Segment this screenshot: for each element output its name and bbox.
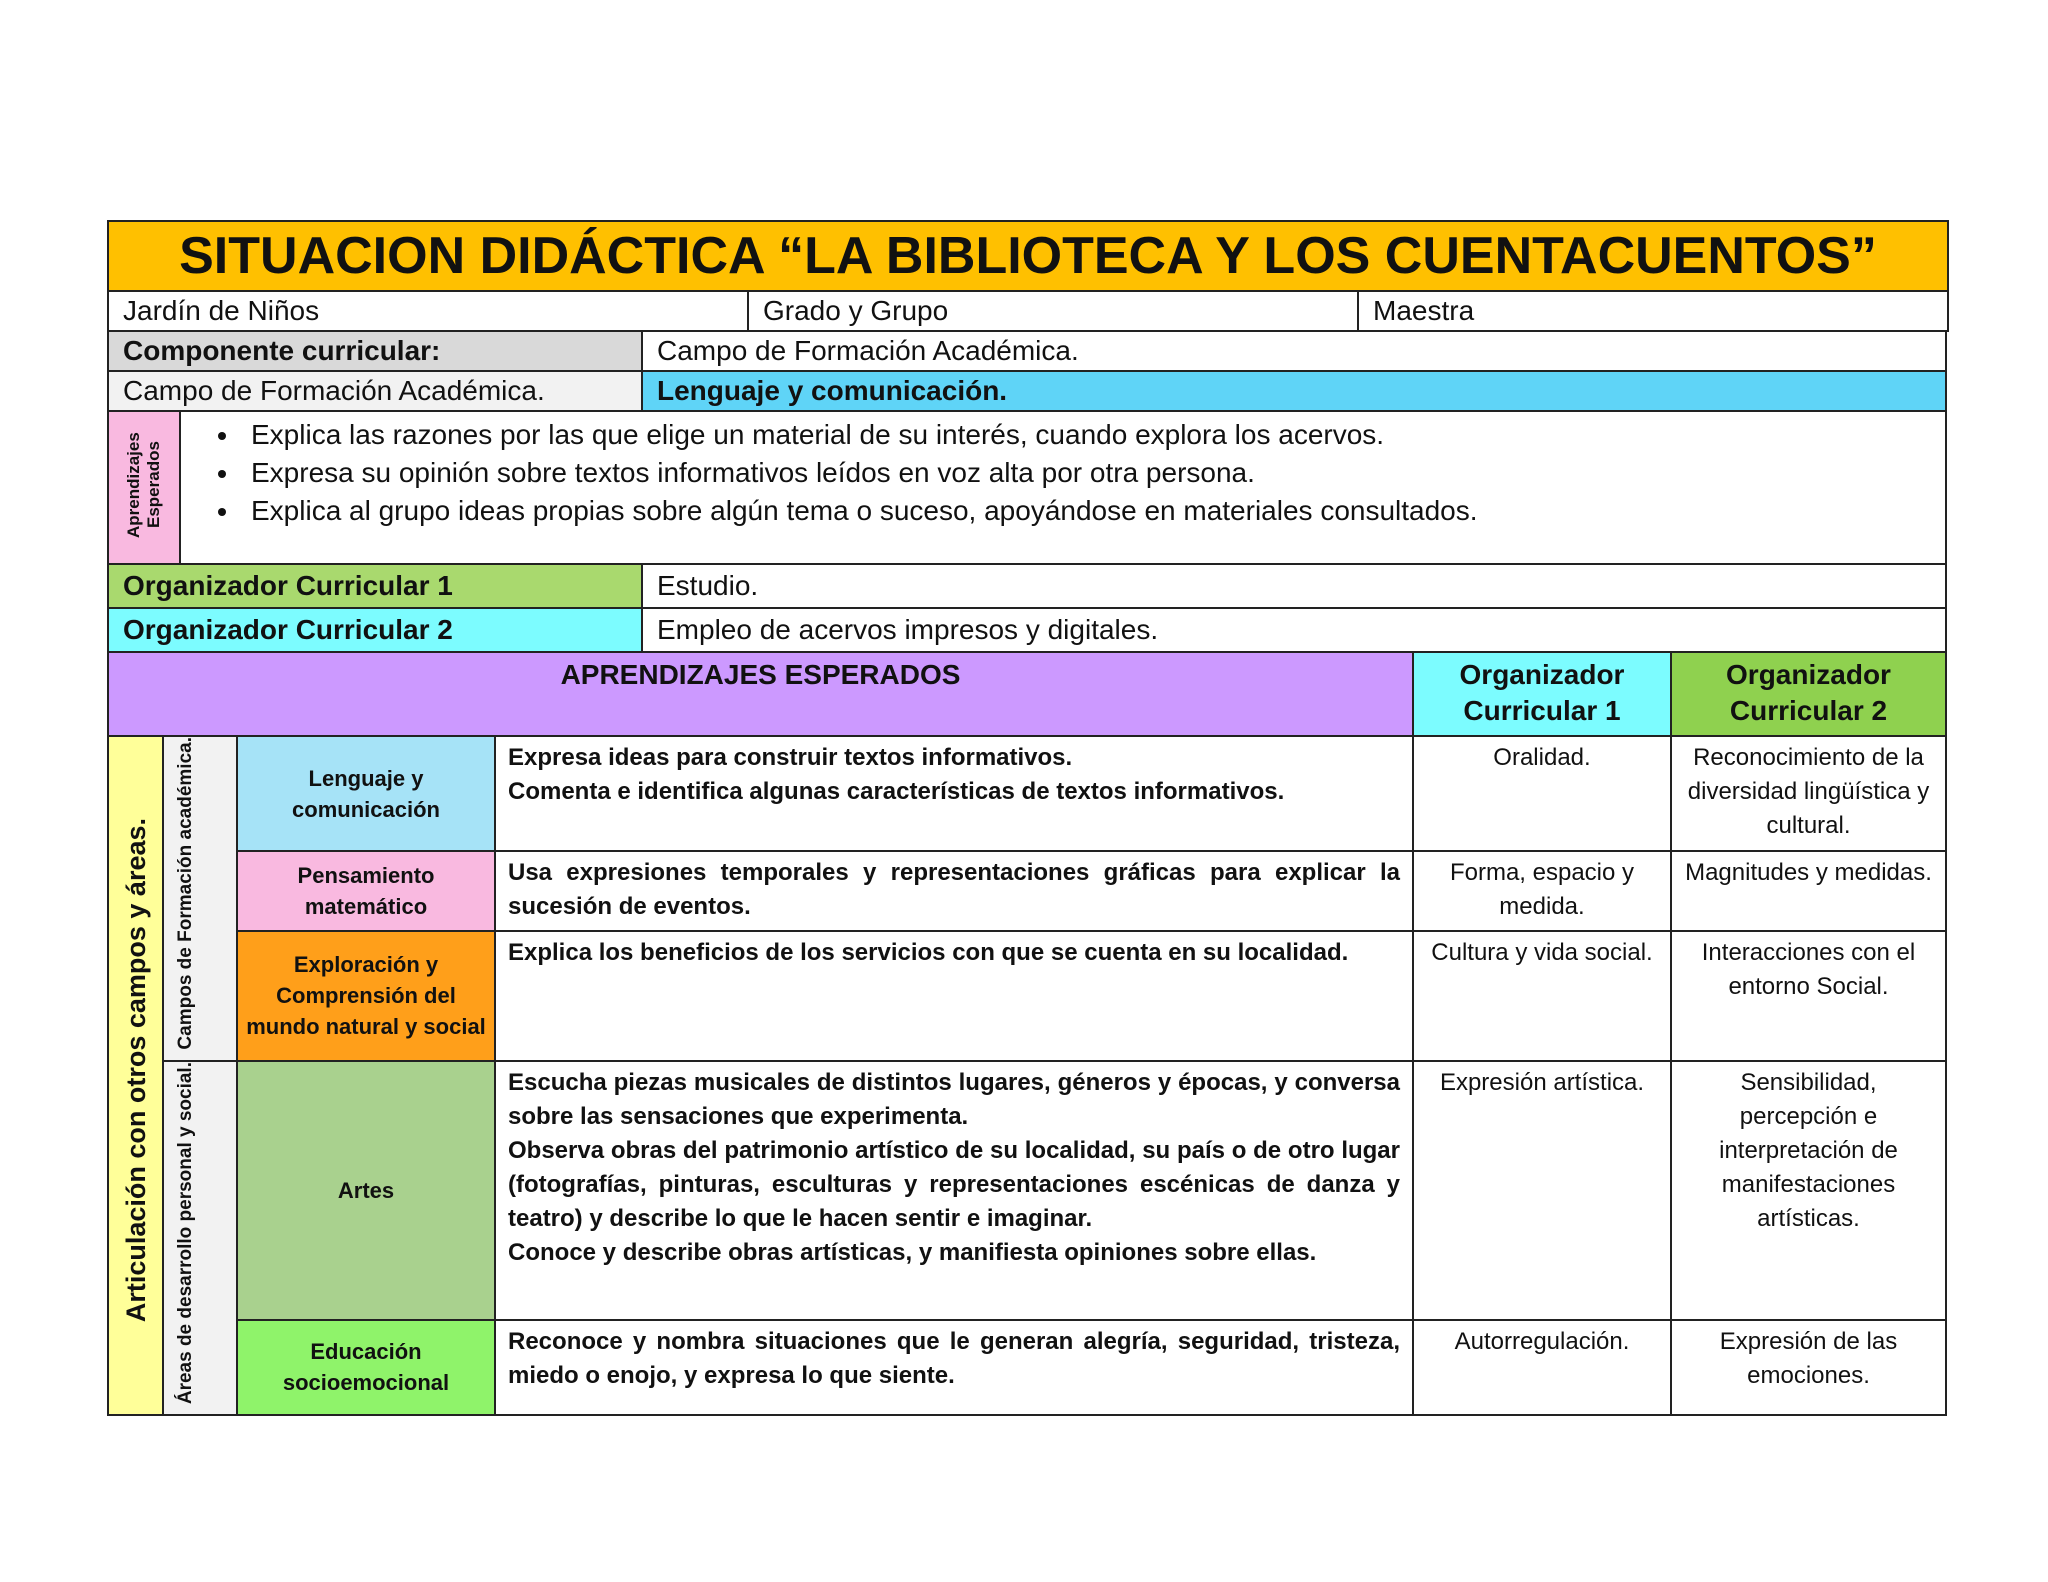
oc2-label: Organizador Curricular 2 xyxy=(108,608,642,652)
aprendizajes-artes: Escucha piezas musicales de distintos lugares, géneros y épocas, y conversa sobre las sensaciones que experimenta. Observa obras del patrimonio artístico de su localidad, su país o de otro lugar (fotografías, pinturas, esculturas y representaciones escénicas de danza y teatro) y describe lo que le hacen sentir e imaginar. Conoce y describe obras artísticas, y manifiesta opiniones sobre ellas. xyxy=(495,1061,1413,1321)
aprendizajes-pensamiento: Usa expresiones temporales y representaciones gráficas para explicar la sucesión de eventos. xyxy=(495,851,1413,931)
oc1-value: Estudio. xyxy=(642,564,1946,608)
componente-table xyxy=(107,330,1947,412)
aprendizajes-list xyxy=(191,416,1935,530)
aprendizajes-list-cell xyxy=(180,411,1946,564)
ae-header: APRENDIZAJES ESPERADOS xyxy=(108,652,1413,736)
oc2-socioemocional: Expresión de las emociones. xyxy=(1671,1320,1946,1415)
oc1-artes: Expresión artística. xyxy=(1413,1061,1671,1321)
header-table xyxy=(107,220,1949,332)
campos-group-label: Campos de Formación académica. xyxy=(163,736,237,1061)
oc2-value: Empleo de acervos impresos y digitales. xyxy=(642,608,1946,652)
articulacion-side-label: Articulación con otros campos y áreas. xyxy=(108,736,163,1415)
grado-field: Grado y Grupo xyxy=(748,291,1358,331)
jardin-field: Jardín de Niños xyxy=(108,291,748,331)
oc2-artes: Sensibilidad, percepción e interpretación de manifestaciones artísticas. xyxy=(1671,1061,1946,1321)
areas-group-label: Áreas de desarrollo personal y social. xyxy=(163,1061,237,1415)
oc1-pensamiento: Forma, espacio y medida. xyxy=(1413,851,1671,931)
list-item: • Expresa su opinión sobre textos informativos leídos en voz alta por otra persona. xyxy=(241,454,1935,492)
oc1-exploracion: Cultura y vida social. xyxy=(1413,931,1671,1060)
maestra-field: Maestra xyxy=(1358,291,1948,331)
oc2-lenguaje: Reconocimiento de la diversidad lingüística y cultural. xyxy=(1671,736,1946,851)
componente-label: Componente curricular: xyxy=(108,331,642,371)
campo-value: Lenguaje y comunicación. xyxy=(642,371,1946,411)
aprendizajes-side-label: Aprendizajes Esperados xyxy=(108,411,180,564)
area-lenguaje: Lenguaje y comunicación xyxy=(237,736,495,851)
page-title: SITUACION DIDÁCTICA “LA BIBLIOTECA Y LOS CUENTACUENTOS” xyxy=(108,221,1948,291)
oc2-pensamiento: Magnitudes y medidas. xyxy=(1671,851,1946,931)
list-item: • Explica las razones por las que elige un material de su interés, cuando explora los acervos. xyxy=(241,416,1935,454)
articulacion-table xyxy=(107,651,1947,1416)
planning-sheet xyxy=(107,220,1947,1416)
oc1-header: Organizador Curricular 1 xyxy=(1413,652,1671,736)
componente-value: Campo de Formación Académica. xyxy=(642,331,1946,371)
area-artes: Artes xyxy=(237,1061,495,1321)
aprendizajes-lenguaje: Expresa ideas para construir textos informativos. Comenta e identifica algunas características de textos informativos. xyxy=(495,736,1413,851)
area-exploracion: Exploración y Comprensión del mundo natural y social xyxy=(237,931,495,1060)
oc1-socioemocional: Autorregulación. xyxy=(1413,1320,1671,1415)
campo-label: Campo de Formación Académica. xyxy=(108,371,642,411)
oc2-exploracion: Interacciones con el entorno Social. xyxy=(1671,931,1946,1060)
aprendizajes-socioemocional: Reconoce y nombra situaciones que le generan alegría, seguridad, tristeza, miedo o enojo, y expresa lo que siente. xyxy=(495,1320,1413,1415)
area-pensamiento: Pensamiento matemático xyxy=(237,851,495,931)
oc2-header: Organizador Curricular 2 xyxy=(1671,652,1946,736)
aprendizajes-table xyxy=(107,410,1947,565)
organizadores-table xyxy=(107,563,1947,653)
oc1-label: Organizador Curricular 1 xyxy=(108,564,642,608)
oc1-lenguaje: Oralidad. xyxy=(1413,736,1671,851)
area-socioemocional: Educación socioemocional xyxy=(237,1320,495,1415)
list-item: • Explica al grupo ideas propias sobre algún tema o suceso, apoyándose en materiales consultados. xyxy=(241,492,1935,530)
aprendizajes-exploracion: Explica los beneficios de los servicios con que se cuenta en su localidad. xyxy=(495,931,1413,1060)
